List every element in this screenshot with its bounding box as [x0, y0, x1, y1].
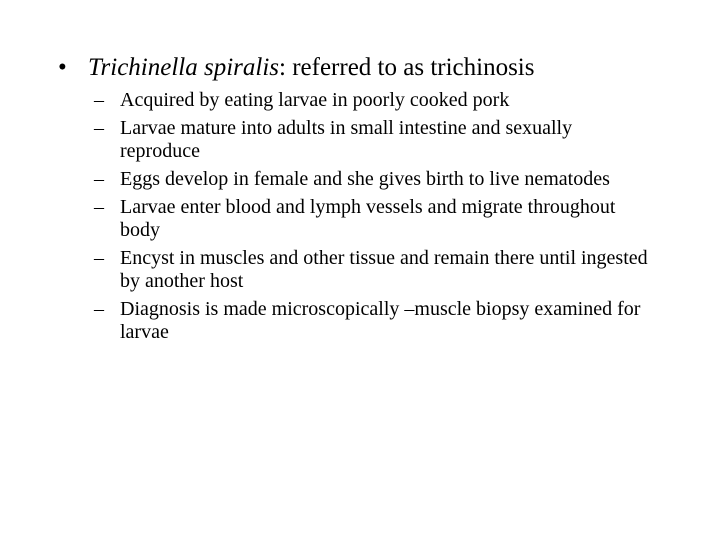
dash-icon: –	[94, 298, 104, 320]
organism-name: Trichinella spiralis	[88, 54, 280, 81]
sub-bullet-item	[94, 117, 654, 163]
sub-bullet-text: Eggs develop in female and she gives birth to live nematodes	[120, 168, 610, 190]
sub-bullet-item	[94, 298, 654, 344]
sub-bullet-item	[94, 247, 654, 293]
sub-bullet-item	[94, 89, 654, 112]
sub-bullet-text: Acquired by eating larvae in poorly cooked pork	[120, 89, 510, 111]
main-bullet	[58, 52, 708, 84]
sub-bullet-item	[94, 168, 654, 191]
sub-bullet-text: Encyst in muscles and other tissue and remain there until ingested by another host	[120, 247, 648, 292]
dash-icon: –	[94, 196, 104, 218]
sub-bullet-text: Larvae mature into adults in small intestine and sexually reproduce	[120, 117, 573, 162]
dash-icon: –	[94, 117, 104, 139]
dash-icon: –	[94, 168, 104, 190]
dash-icon: –	[94, 247, 104, 269]
sub-bullet-item	[94, 196, 654, 242]
sub-bullet-text: Diagnosis is made microscopically –muscle biopsy examined for larvae	[120, 298, 641, 343]
bullet-icon: •	[58, 54, 67, 81]
sub-bullet-text: Larvae enter blood and lymph vessels and migrate throughout body	[120, 196, 616, 241]
dash-icon: –	[94, 89, 104, 111]
main-bullet-text: : referred to as trichinosis	[279, 54, 535, 81]
sub-bullet-list	[94, 89, 654, 349]
